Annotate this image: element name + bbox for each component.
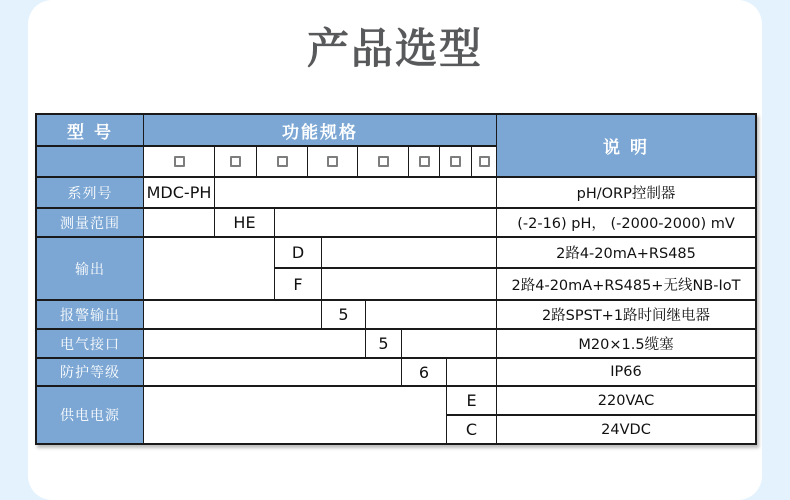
checkbox-cell-8 bbox=[472, 147, 496, 176]
spacer-cell bbox=[144, 359, 401, 385]
output-code-f-cell: F bbox=[275, 269, 321, 299]
checkbox-icon bbox=[277, 156, 288, 167]
output-code-d-cell: D bbox=[275, 238, 321, 267]
spacer-cell bbox=[144, 301, 321, 328]
spacer-cell bbox=[144, 238, 274, 299]
col-header-desc: 说 明 bbox=[497, 115, 755, 176]
checkbox-cell-2 bbox=[215, 147, 256, 176]
product-selection-table bbox=[35, 113, 757, 445]
spacer-cell bbox=[144, 387, 446, 443]
checkbox-cell-6 bbox=[409, 147, 439, 176]
electrical-desc-cell: M20×1.5缆塞 bbox=[497, 330, 755, 357]
checkbox-icon bbox=[450, 156, 461, 167]
page-title: 产品选型 bbox=[306, 24, 483, 73]
checkbox-cell-7 bbox=[440, 147, 471, 176]
spacer-cell bbox=[447, 359, 496, 385]
electrical-code-cell: 5 bbox=[366, 330, 401, 357]
row-label-series: 系列号 bbox=[37, 178, 143, 207]
alarm-code-cell: 5 bbox=[322, 301, 365, 328]
row-label-power: 供电电源 bbox=[37, 387, 143, 443]
output-desc-d-cell: 2路4-20mA+RS485 bbox=[497, 238, 755, 267]
checkbox-icon bbox=[230, 156, 241, 167]
model-header-spacer bbox=[37, 147, 143, 176]
protection-desc-cell: IP66 bbox=[497, 359, 755, 385]
power-desc-c-cell: 24VDC bbox=[497, 416, 755, 443]
row-label-alarm: 报警输出 bbox=[37, 301, 143, 328]
col-header-model: 型 号 bbox=[37, 115, 143, 145]
series-code-cell: MDC-PH bbox=[144, 178, 214, 207]
spacer-cell bbox=[366, 301, 496, 328]
row-label-electrical: 电气接口 bbox=[37, 330, 143, 357]
row-label-protection: 防护等级 bbox=[37, 359, 143, 385]
spacer-cell bbox=[275, 209, 496, 236]
power-code-c-cell: C bbox=[447, 416, 496, 443]
checkbox-cell-5 bbox=[358, 147, 408, 176]
checkbox-icon bbox=[419, 156, 430, 167]
series-desc-cell: pH/ORP控制器 bbox=[497, 178, 755, 207]
power-desc-e-cell: 220VAC bbox=[497, 387, 755, 414]
range-code-cell: HE bbox=[215, 209, 274, 236]
row-label-range: 测量范围 bbox=[37, 209, 143, 236]
power-code-e-cell: E bbox=[447, 387, 496, 414]
spacer-cell bbox=[144, 330, 365, 357]
spacer-cell bbox=[322, 238, 496, 267]
checkbox-icon bbox=[479, 156, 490, 167]
spacer-cell bbox=[322, 269, 496, 299]
row-label-output: 输出 bbox=[37, 238, 143, 299]
range-desc-cell: (-2-16) pH， (-2000-2000) mV bbox=[497, 209, 755, 236]
spacer-cell bbox=[215, 178, 496, 207]
checkbox-icon bbox=[327, 156, 338, 167]
protection-code-cell: 6 bbox=[402, 359, 446, 385]
checkbox-cell-3 bbox=[257, 147, 307, 176]
output-desc-f-cell: 2路4-20mA+RS485+无线NB-IoT bbox=[497, 269, 755, 299]
checkbox-icon bbox=[174, 156, 185, 167]
checkbox-cell-4 bbox=[308, 147, 357, 176]
spacer-cell bbox=[402, 330, 496, 357]
checkbox-cell-1 bbox=[144, 147, 214, 176]
checkbox-icon bbox=[378, 156, 389, 167]
alarm-desc-cell: 2路SPST+1路时间继电器 bbox=[497, 301, 755, 328]
spacer-cell bbox=[144, 209, 214, 236]
col-header-spec: 功能规格 bbox=[144, 115, 496, 145]
